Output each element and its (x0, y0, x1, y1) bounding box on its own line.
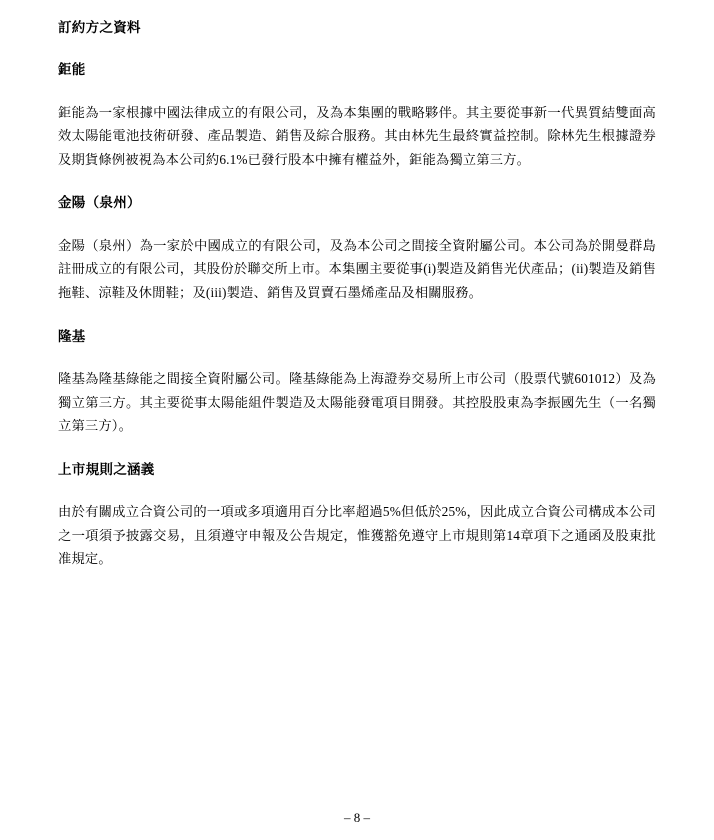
top-spacer (58, 10, 656, 18)
document-content (58, 10, 656, 571)
spacer (58, 480, 656, 500)
section-paragraph-listing-rules-implications: 由於有關成立合資公司的一項或多項適用百分比率超過5%但低於25%，因此成立合資公司構成本公司之一項須予披露交易，且須遵守申報及公告規定，惟獲豁免遵守上市規則第14章項下之通函及股東批准規定。 (58, 504, 656, 567)
section-paragraph-jinyang-quanzhou: 金陽（泉州）為一家於中國成立的有限公司，及為本公司之間接全資附屬公司。本公司為於開曼群島註冊成立的有限公司，其股份於聯交所上市。本集團主要從事(i)製造及銷售光伏產品；(ii)製造及銷售拖鞋、涼鞋及休閒鞋；及(iii)製造、銷售及買賣石墨烯產品及相關服務。 (58, 237, 656, 301)
spacer (58, 38, 656, 60)
spacer (58, 347, 656, 367)
spacer (58, 214, 656, 234)
spacer (58, 81, 656, 101)
page-number: – 8 – (344, 810, 370, 825)
spacer (58, 171, 656, 193)
spacer (58, 305, 656, 327)
section-paragraph-juneng: 鉅能為一家根據中國法律成立的有限公司，及為本集團的戰略夥伴。其主要從事新一代異質結雙面高效太陽能電池技術研發、產品製造、銷售及綜合服務。其由林先生最終實益控制。除林先生根據證券及期貨條例被視為本公司約6.1%已發行股本中擁有權益外，鉅能為獨立第三方。 (58, 104, 656, 167)
section-paragraph-longi: 隆基為隆基綠能之間接全資附屬公司。隆基綠能為上海證券交易所上市公司（股票代號601012）及為獨立第三方。其主要從事太陽能組件製造及太陽能發電項目開發。其控股股東為李振國先生（一名獨立第三方）。 (58, 370, 656, 434)
section-heading-jinyang-quanzhou: 金陽（泉州） (58, 195, 141, 211)
section-heading-listing-rules-implications: 上市規則之涵義 (58, 461, 155, 477)
section-heading-juneng: 鉅能 (58, 62, 86, 78)
spacer (58, 438, 656, 460)
page-title: 訂約方之資料 (58, 20, 141, 35)
section-heading-longi: 隆基 (58, 328, 86, 344)
